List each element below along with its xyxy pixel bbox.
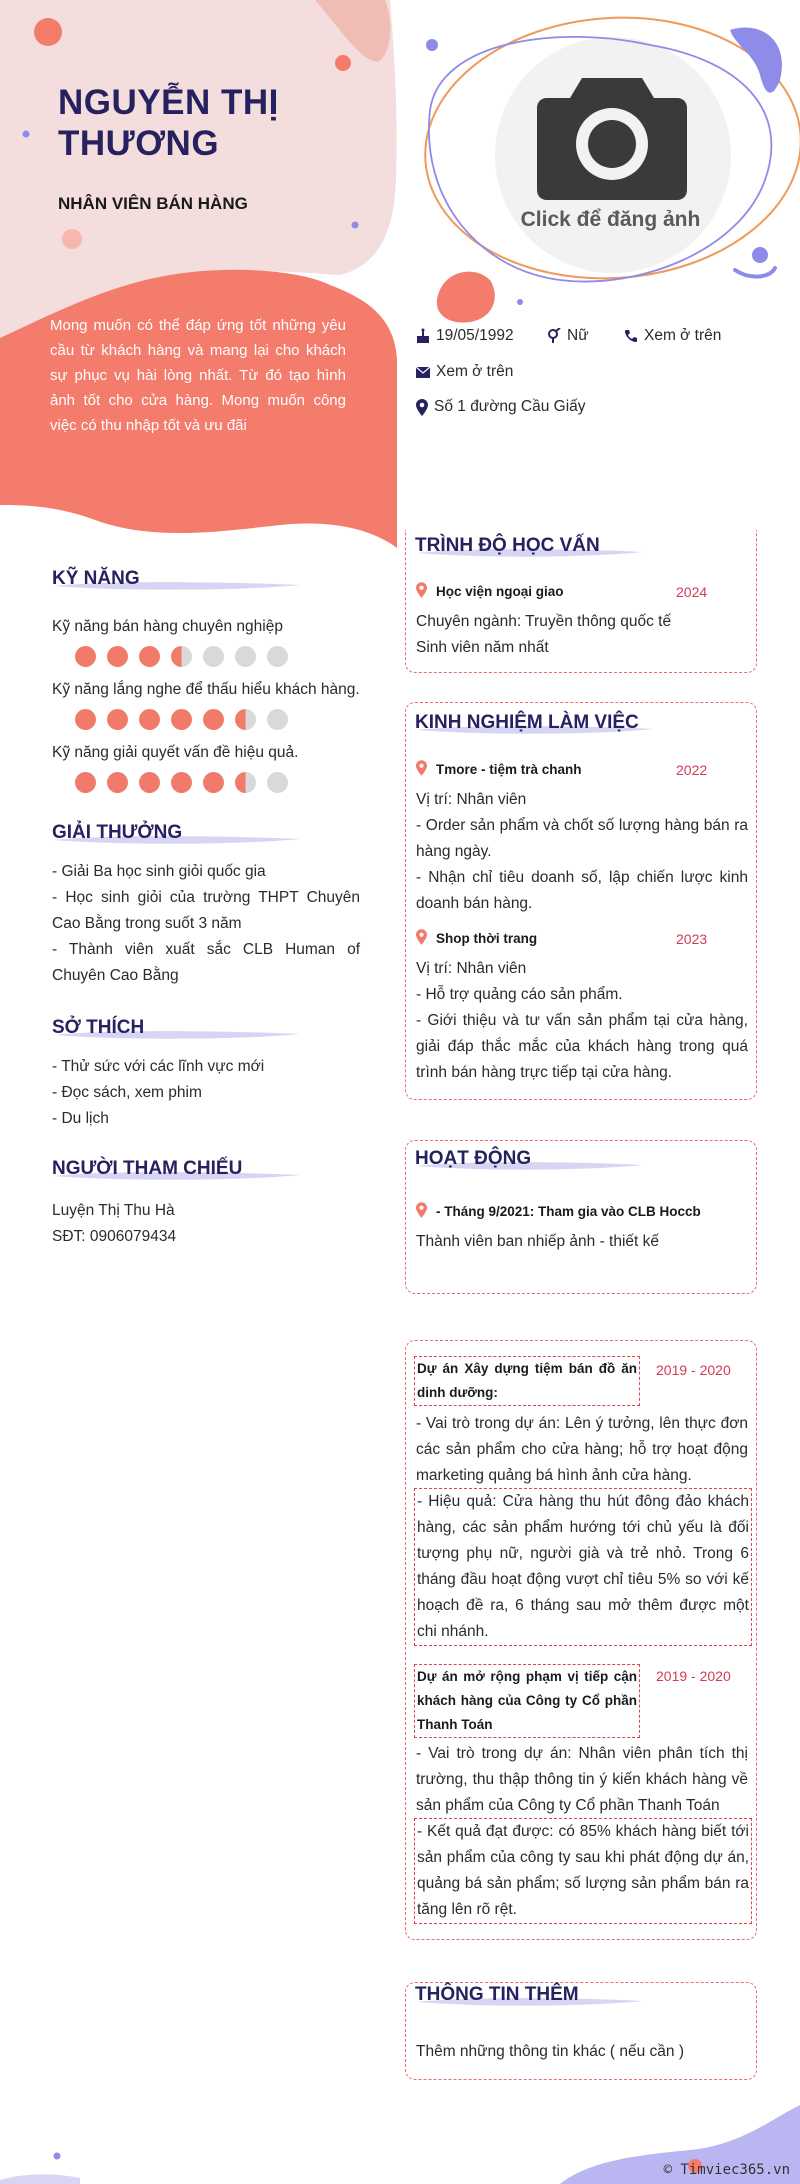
career-objective: Mong muốn có thể đáp ứng tốt những yêu cầu từ khách hàng và mang lại cho khách sự phục vụ hài lòng nhất. Từ đó tạo hình ảnh tốt cho cửa hàng. Mong muốn công việc có thu nhập tốt và ưu đãi (50, 317, 346, 434)
skill-label-3: Kỹ năng giải quyết vấn đề hiệu quả. (52, 744, 299, 761)
skill-label-2: Kỹ năng lắng nghe để thấu hiểu khách hàng. (52, 681, 360, 698)
awards-heading: GIẢI THƯỞNG (52, 822, 182, 844)
skill-rating-2 (75, 709, 288, 730)
project-role-1: - Vai trò trong dự án: Lên ý tưởng, lên thực đơn các sản phẩm cho cửa hàng; hỗ trợ hoạt động marketing quảng bá hình ảnh cửa hàng. (416, 1415, 748, 1484)
rating-dot (235, 709, 256, 730)
project-result-1: - Hiệu quả: Cửa hàng thu hút đông đảo khách hàng, các sản phẩm hướng tới chủ yếu là đối tượng phụ nữ, người già và trẻ nhỏ. Trong 6 tháng đầu hoạt động vượt chỉ tiêu 5% so với kế hoạch đề ra, 6 tháng sau mở thêm được một chi nhánh. (414, 1488, 752, 1646)
activity-description: Thành viên ban nhiếp ảnh - thiết kế (416, 1233, 660, 1250)
phone-value: Xem ở trên (644, 327, 722, 344)
rating-dot (267, 646, 288, 667)
location-pin-icon (416, 1202, 427, 1218)
rating-dot (171, 772, 192, 793)
phone-row (624, 327, 721, 345)
rating-dot (171, 709, 192, 730)
project-years-1: 2019 - 2020 (656, 1362, 731, 1378)
activities-heading: HOẠT ĐỘNG (415, 1148, 531, 1170)
envelope-icon (416, 367, 430, 378)
project-title-2: Dự án mở rộng phạm vị tiếp cận khách hàng của Công ty Cổ phần Thanh Toán (414, 1664, 640, 1738)
skill-label-1: Kỹ năng bán hàng chuyên nghiệp (52, 618, 283, 635)
skills-heading: KỸ NĂNG (52, 568, 140, 590)
location-pin-icon (416, 399, 428, 416)
award-item: - Học sinh giỏi của trường THPT Chuyên Cao Bằng trong suốt 3 năm (52, 889, 360, 932)
hobbies-list (52, 1054, 264, 1132)
extra-info-text: Thêm những thông tin khác ( nếu cần ) (416, 2043, 685, 2060)
rating-dot (203, 646, 224, 667)
job-line: - Nhận chỉ tiêu doanh số, lập chiến lược kinh doanh bán hàng. (416, 869, 748, 912)
rating-dot (203, 709, 224, 730)
awards-list (52, 859, 360, 989)
birthday-value: 19/05/1992 (436, 327, 514, 344)
activity-title: - Tháng 9/2021: Tham gia vào CLB Hoccb (436, 1204, 701, 1219)
job-year-2: 2023 (676, 931, 708, 947)
address-row (416, 398, 586, 416)
rating-dot (267, 772, 288, 793)
education-details (416, 609, 671, 661)
skill-rating-3 (75, 772, 288, 793)
rating-dot (107, 646, 128, 667)
hobbies-heading: SỞ THÍCH (52, 1017, 144, 1039)
project-role-2: - Vai trò trong dự án: Nhân viên phân tích thị trường, thu thập thông tin ý kiến khách hàng về sản phẩm của Công ty Cổ phần Thanh Toán (416, 1745, 748, 1814)
job-line: Vị trí: Nhân viên (416, 791, 527, 808)
rating-dot (107, 772, 128, 793)
rating-dot (235, 646, 256, 667)
job-line: - Order sản phẩm và chốt số lượng hàng bán ra hàng ngày. (416, 817, 748, 860)
rating-dot (171, 646, 192, 667)
camera-icon[interactable] (537, 72, 687, 200)
rating-dot (139, 772, 160, 793)
hobby-item: - Đọc sách, xem phim (52, 1084, 202, 1101)
birthday-row (416, 327, 514, 345)
rating-dot (75, 646, 96, 667)
job-line: - Hỗ trợ quảng cáo sản phẩm. (416, 986, 623, 1003)
project-title-1: Dự án Xây dựng tiệm bán đồ ăn dinh dưỡng: (414, 1356, 640, 1406)
job-title: NHÂN VIÊN BÁN HÀNG (58, 194, 248, 213)
rating-dot (107, 709, 128, 730)
project-result-2: - Kết quả đạt được: có 85% khách hàng biết tới sản phẩm của công ty sau khi phát động dự án, quảng bá sản phẩm; số lượng sản phẩm bán ra tăng lên rõ rệt. (414, 1818, 752, 1924)
education-year: 2024 (676, 584, 708, 600)
education-major: Chuyên ngành: Truyền thông quốc tế (416, 613, 672, 630)
job-company-2: Shop thời trang (436, 931, 538, 946)
location-pin-icon (416, 929, 427, 945)
name-line-2: THƯƠNG (58, 124, 220, 163)
cake-icon (416, 328, 430, 344)
education-school: Học viện ngoại giao (436, 584, 564, 599)
references-info (52, 1198, 176, 1250)
job-details-2 (416, 956, 748, 1086)
references-heading: NGƯỜI THAM CHIẾU (52, 1158, 242, 1180)
rating-dot (139, 646, 160, 667)
rating-dot (235, 772, 256, 793)
skill-rating-1 (75, 646, 288, 667)
extra-info-heading: THÔNG TIN THÊM (415, 1984, 579, 2006)
gender-row (547, 327, 589, 345)
education-note: Sinh viên năm nhất (416, 639, 549, 656)
email-value: Xem ở trên (436, 363, 514, 380)
rating-dot (267, 709, 288, 730)
job-line: - Giới thiệu và tư vấn sản phẩm tại cửa hàng, giải đáp thắc mắc của khách hàng trong quá trình bán hàng trực tiếp tại cửa hàng. (416, 1012, 748, 1081)
job-line: Vị trí: Nhân viên (416, 960, 527, 977)
rating-dot (75, 772, 96, 793)
experience-heading: KINH NGHIỆM LÀM VIỆC (415, 712, 639, 734)
email-row (416, 363, 513, 381)
rating-dot (139, 709, 160, 730)
rating-dot (203, 772, 224, 793)
hobby-item: - Thử sức với các lĩnh vực mới (52, 1058, 265, 1075)
education-heading: TRÌNH ĐỘ HỌC VẤN (415, 535, 600, 557)
upload-photo-label[interactable]: Click để đăng ảnh (520, 208, 701, 231)
award-item: - Giải Ba học sinh giỏi quốc gia (52, 863, 266, 880)
job-company-1: Tmore - tiệm trà chanh (436, 762, 582, 777)
address-value: Số 1 đường Cầu Giấy (434, 398, 586, 415)
rating-dot (75, 709, 96, 730)
reference-name: Luyện Thị Thu Hà (52, 1202, 175, 1219)
name-line-1: NGUYỄN THỊ (58, 83, 279, 122)
gender-value: Nữ (567, 327, 589, 344)
job-year-1: 2022 (676, 762, 708, 778)
hobby-item: - Du lịch (52, 1110, 109, 1127)
gender-icon (547, 328, 561, 344)
location-pin-icon (416, 582, 427, 598)
candidate-name (58, 82, 358, 164)
location-pin-icon (416, 760, 427, 776)
reference-phone: SĐT: 0906079434 (52, 1228, 177, 1245)
award-item: - Thành viên xuất sắc CLB Human of Chuyên Cao Bằng (52, 941, 360, 984)
phone-icon (624, 329, 638, 343)
job-details-1 (416, 787, 748, 917)
project-years-2: 2019 - 2020 (656, 1668, 731, 1684)
watermark: © Timviec365.vn (663, 2162, 790, 2178)
